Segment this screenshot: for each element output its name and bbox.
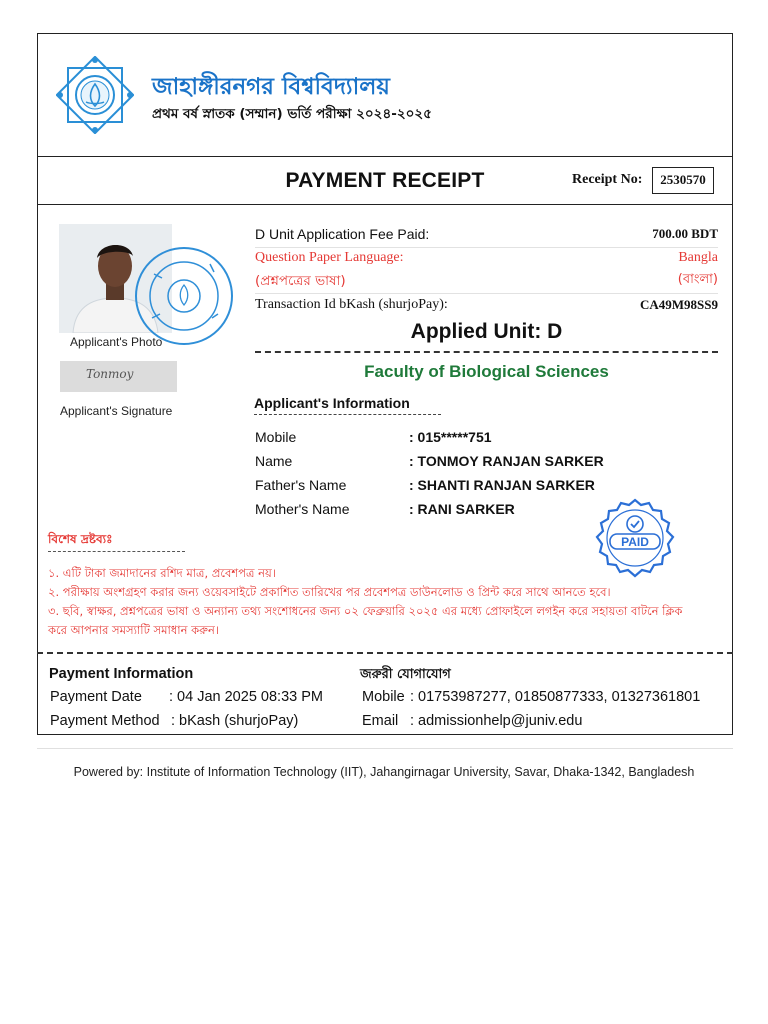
contact-email-value[interactable]: : admissionhelp@juniv.edu xyxy=(410,713,583,729)
contact-heading: জরুরী যোগাযোগ xyxy=(360,667,451,682)
faculty-name: Faculty of Biological Sciences xyxy=(364,362,609,381)
info-label-name: Name xyxy=(255,453,293,469)
language-label: Question Paper Language: xyxy=(255,250,404,265)
transaction-value: CA49M98SS9 xyxy=(639,297,718,312)
language-value: Bangla xyxy=(678,250,718,265)
payment-method-label: Payment Method xyxy=(50,713,160,729)
university-name: জাহাঙ্গীরনগর বিশ্ববিদ্যালয় xyxy=(152,74,390,100)
divider xyxy=(37,748,733,749)
fee-row xyxy=(255,226,718,248)
receipt-number: 2530570 xyxy=(652,167,714,194)
info-value-father: : SHANTI RANJAN SARKER xyxy=(409,477,595,493)
page-title: PAYMENT RECEIPT xyxy=(285,169,485,192)
receipt-header xyxy=(38,34,732,157)
contact-email-label: Email xyxy=(362,713,399,729)
payment-info-heading: Payment Information xyxy=(49,666,194,682)
transaction-label: Transaction Id bKash (shurjoPay): xyxy=(255,297,448,312)
notes-title: বিশেষ দ্রষ্টব্যঃ xyxy=(48,532,113,546)
info-label-mother: Mother's Name xyxy=(255,501,350,517)
admission-seal-icon xyxy=(132,244,236,348)
info-label-mobile: Mobile xyxy=(255,429,297,445)
info-value-mother: : RANI SARKER xyxy=(409,501,515,517)
applied-unit: Applied Unit: D xyxy=(410,320,563,343)
info-label-father: Father's Name xyxy=(255,477,347,493)
payment-method-value: : bKash (shurjoPay) xyxy=(171,713,299,729)
note-item: ৩. ছবি, স্বাক্ষর, প্রশ্নপত্রের ভাষা ও অন্যান্য তথ্য সংশোধনের জন্য ০২ ফেব্রুয়ারি ২০২৫ এর মধ্যে প্রোফাইলে লগইন করে সহায়তা বাটনে ক্লিক xyxy=(48,604,683,618)
payment-date-label: Payment Date xyxy=(50,689,142,705)
divider xyxy=(254,414,441,415)
applicant-info-heading: Applicant's Information xyxy=(254,395,410,411)
paid-stamp-text: PAID xyxy=(621,535,649,549)
note-item: করে আপনার সমস্যাটি সমাধান করুন। xyxy=(48,623,219,637)
signature-caption: Applicant's Signature xyxy=(60,404,173,418)
fee-value: 700.00 BDT xyxy=(652,226,718,241)
signature-text: Tonmoy xyxy=(86,367,134,381)
language-row xyxy=(255,250,718,294)
payment-date-value: : 04 Jan 2025 08:33 PM xyxy=(169,689,323,705)
contact-mobile-value: : 01753987277, 01850877333, 01327361801 xyxy=(410,689,701,705)
applicant-signature xyxy=(60,361,177,392)
info-value-mobile: : 015*****751 xyxy=(409,429,492,445)
transaction-row xyxy=(255,297,718,317)
divider xyxy=(255,351,718,353)
receipt-number-label: Receipt No: xyxy=(572,172,643,187)
divider xyxy=(37,652,733,654)
photo-caption: Applicant's Photo xyxy=(70,335,163,349)
paid-stamp-icon xyxy=(595,498,675,578)
divider xyxy=(48,551,185,552)
footer-credit: Powered by: Institute of Information Technology (IIT), Jahangirnagar University, Savar, Dhaka-1342, Bangladesh xyxy=(73,765,695,779)
title-row xyxy=(38,157,732,205)
info-value-name: : TONMOY RANJAN SARKER xyxy=(409,453,604,469)
note-item: ১. এটি টাকা জমাদানের রশিদ মাত্র, প্রবেশপত্র নয়। xyxy=(48,566,276,580)
note-item: ২. পরীক্ষায় অংশগ্রহণ করার জন্য ওয়েবসাইটে প্রকাশিত তারিখের পর প্রবেশপত্র ডাউনলোড ও প্রিন্ট করে সাথে আনতে হবে। xyxy=(48,585,611,599)
exam-name: প্রথম বর্ষ স্নাতক (সম্মান) ভর্তি পরীক্ষা ২০২৪-২০২৫ xyxy=(152,106,432,122)
language-value-bn: (বাংলা) xyxy=(677,272,718,287)
fee-label: D Unit Application Fee Paid: xyxy=(255,226,430,242)
contact-mobile-label: Mobile xyxy=(362,689,405,705)
university-logo-icon xyxy=(56,56,134,134)
language-label-bn: (প্রশ্নপত্রের ভাষা) xyxy=(255,273,346,289)
